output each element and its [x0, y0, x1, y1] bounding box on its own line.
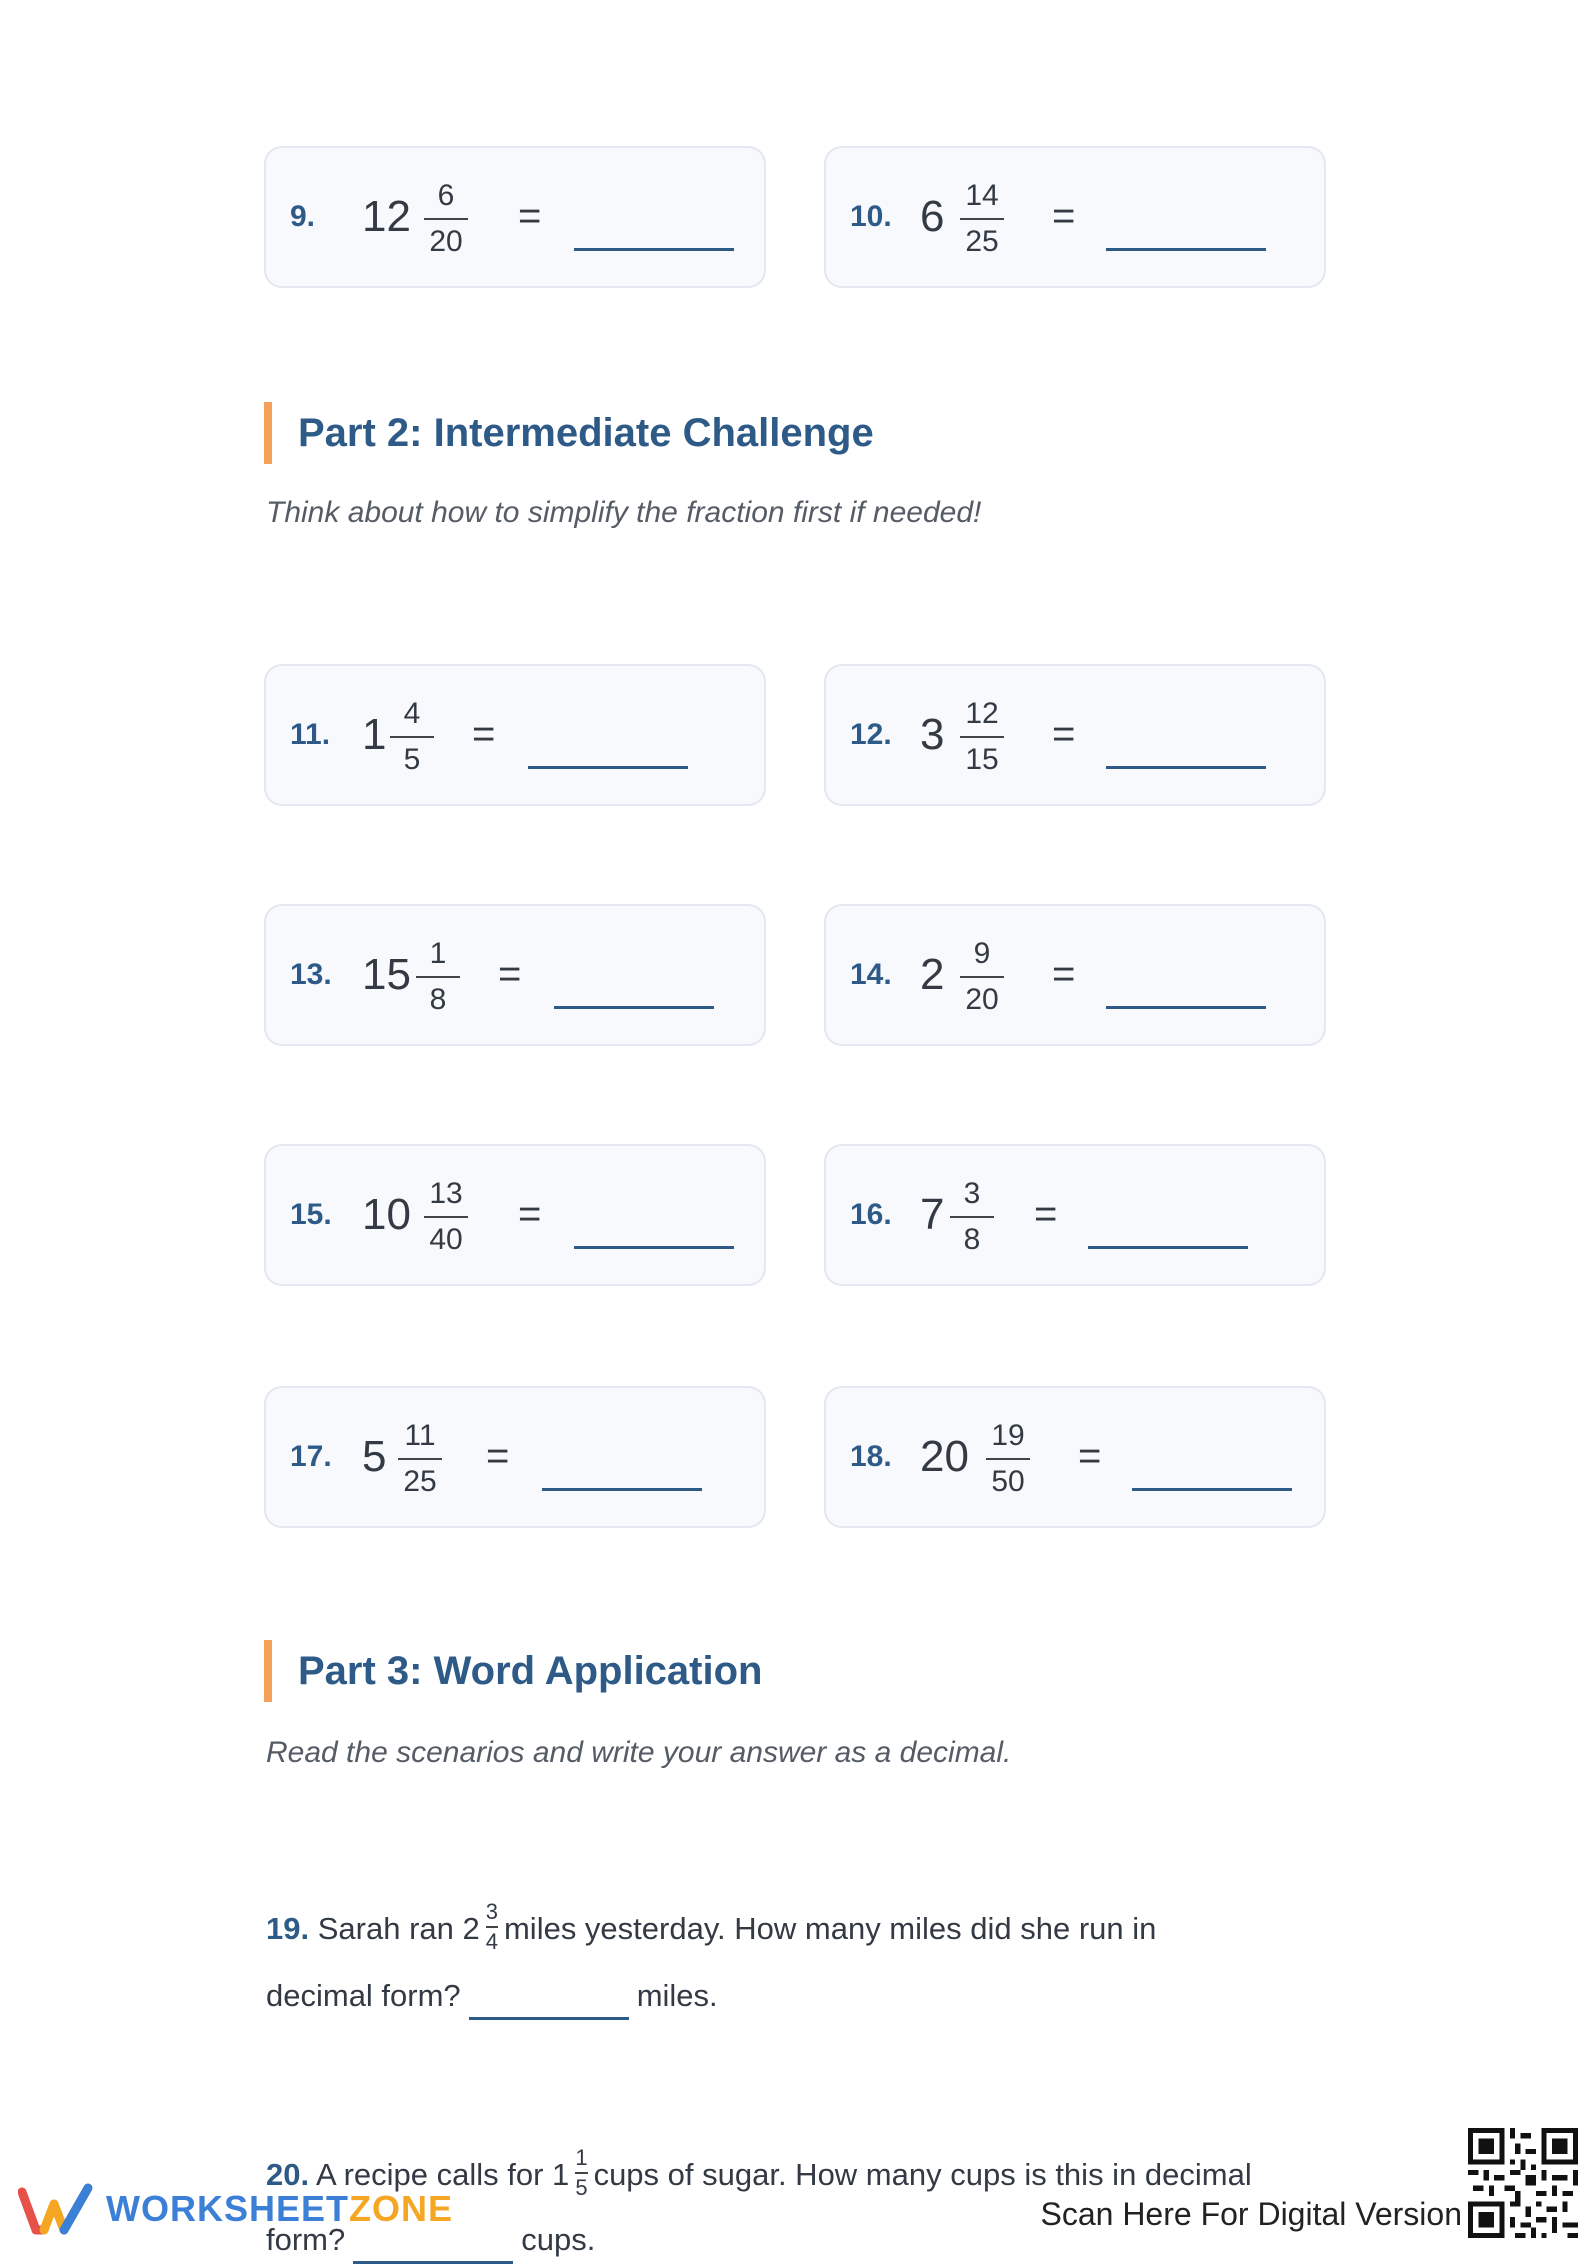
whole-number: 10: [362, 1190, 411, 1239]
answer-blank[interactable]: [554, 1006, 714, 1009]
problem-card-18: [824, 1386, 1326, 1528]
inline-fraction: [575, 2146, 587, 2200]
part2-instruction: Think about how to simplify the fraction first if needed!: [266, 496, 982, 529]
numerator: 4: [403, 697, 421, 730]
numerator: 12: [965, 697, 999, 730]
brand-name: WORKSHEETZONE: [106, 2188, 454, 2229]
part3-instruction: Read the scenarios and write your answer as a decimal.: [266, 1736, 1012, 1769]
numerator: 11: [404, 1419, 436, 1452]
numerator: 1: [429, 937, 447, 970]
equals-sign: =: [1052, 194, 1076, 238]
fraction-bar: [575, 2172, 587, 2174]
fraction: [956, 936, 1008, 1018]
numerator: 3: [963, 1177, 981, 1210]
fraction: [956, 696, 1008, 778]
problem-card-15: [264, 1144, 766, 1286]
problem-number: 11.: [290, 718, 331, 751]
denominator: 25: [965, 225, 999, 258]
answer-blank[interactable]: [574, 1246, 734, 1249]
whole-number: 6: [920, 192, 945, 241]
scan-caption: Scan Here For Digital Version: [1040, 2196, 1462, 2232]
equals-sign: =: [518, 194, 542, 238]
equals-sign: =: [1034, 1192, 1058, 1236]
denominator: 20: [965, 983, 999, 1016]
fraction: [420, 178, 472, 260]
problem-card-13: [264, 904, 766, 1046]
denominator: 50: [991, 1465, 1025, 1498]
word-problem-19-line1: [266, 1899, 1157, 1958]
whole-number: 7: [920, 1190, 945, 1239]
numerator: 19: [991, 1419, 1025, 1452]
equals-sign: =: [486, 1434, 510, 1478]
qr-code-icon[interactable]: [1468, 2128, 1578, 2238]
fraction-bar: [960, 736, 1004, 738]
numerator: 13: [429, 1177, 463, 1210]
denominator: 40: [429, 1223, 463, 1256]
word-problem-19-line2: [266, 1978, 718, 2020]
problem-number: 16.: [850, 1198, 892, 1231]
problem-number: 13.: [290, 958, 332, 991]
problem-number: 18.: [850, 1440, 892, 1473]
problem-number: 9.: [290, 200, 316, 233]
answer-blank[interactable]: [1132, 1488, 1292, 1491]
logo-mark-icon: [18, 2178, 98, 2238]
fraction-bar: [960, 976, 1004, 978]
denominator: 5: [403, 743, 421, 776]
fraction: [394, 1418, 446, 1500]
fraction-bar: [960, 218, 1004, 220]
problem-number: 10.: [850, 200, 892, 233]
inline-fraction: [486, 1900, 498, 1954]
answer-blank[interactable]: [528, 766, 688, 769]
part3-title: Part 3: Word Application: [264, 1640, 762, 1702]
fraction-bar: [416, 976, 460, 978]
fraction-bar: [486, 1926, 498, 1928]
part2-title: Part 2: Intermediate Challenge: [264, 402, 874, 464]
problem-number: 12.: [850, 718, 892, 751]
problem-card-10: [824, 146, 1326, 288]
fraction: [982, 1418, 1034, 1500]
fraction-bar: [424, 218, 468, 220]
problem-number: 15.: [290, 1198, 332, 1231]
numerator: 9: [973, 937, 991, 970]
equals-sign: =: [1078, 1434, 1102, 1478]
problem-card-9: [264, 146, 766, 288]
answer-blank[interactable]: [1106, 766, 1266, 769]
whole-number: 2: [920, 950, 945, 999]
answer-blank[interactable]: [1106, 1006, 1266, 1009]
problem-number: 14.: [850, 958, 892, 991]
problem-number: 17.: [290, 1440, 332, 1473]
fraction: [386, 696, 438, 778]
word-problem-text: cups of sugar. How many cups is this in decimal: [593, 2157, 1252, 2193]
whole-number: 20: [920, 1432, 969, 1481]
numerator: 14: [965, 179, 999, 212]
denominator: 5: [575, 2175, 588, 2200]
word-problem-text: decimal form?: [266, 1978, 461, 2013]
problem-card-16: [824, 1144, 1326, 1286]
fraction-bar: [986, 1458, 1030, 1460]
problem-card-17: [264, 1386, 766, 1528]
answer-blank[interactable]: [1088, 1246, 1248, 1249]
denominator: 4: [485, 1929, 498, 1954]
word-problem-unit: cups.: [521, 2222, 596, 2257]
word-problem-unit: miles.: [636, 1978, 718, 2013]
word-problem-text: form?: [266, 2222, 346, 2257]
answer-blank[interactable]: [542, 1488, 702, 1491]
whole-number: 12: [362, 192, 411, 241]
fraction-bar: [390, 736, 434, 738]
equals-sign: =: [472, 712, 496, 756]
whole-number: 5: [362, 1432, 387, 1481]
equals-sign: =: [1052, 712, 1076, 756]
fraction-bar: [398, 1458, 442, 1460]
fraction-bar: [950, 1216, 994, 1218]
answer-blank[interactable]: [469, 2017, 629, 2020]
fraction: [420, 1176, 472, 1258]
numerator: 6: [437, 179, 455, 212]
denominator: 15: [965, 743, 999, 776]
denominator: 25: [403, 1465, 437, 1498]
answer-blank[interactable]: [574, 248, 734, 251]
equals-sign: =: [498, 952, 522, 996]
numerator: 3: [485, 1899, 498, 1924]
fraction: [946, 1176, 998, 1258]
word-problem-text: miles yesterday. How many miles did she run in: [503, 1911, 1157, 1947]
fraction-bar: [424, 1216, 468, 1218]
word-problem-number: 19.: [266, 1911, 310, 1947]
word-problem-text: Sarah ran 2: [317, 1911, 480, 1947]
denominator: 8: [429, 983, 447, 1016]
equals-sign: =: [1052, 952, 1076, 996]
numerator: 1: [575, 2145, 588, 2170]
whole-number: 15: [362, 950, 411, 999]
whole-number: 1: [362, 710, 387, 759]
problem-card-14: [824, 904, 1326, 1046]
fraction: [956, 178, 1008, 260]
problem-card-11: [264, 664, 766, 806]
fraction: [412, 936, 464, 1018]
denominator: 20: [429, 225, 463, 258]
problem-card-12: [824, 664, 1326, 806]
whole-number: 3: [920, 710, 945, 759]
word-problem-number: 20.: [266, 2157, 310, 2193]
equals-sign: =: [518, 1192, 542, 1236]
answer-blank[interactable]: [1106, 248, 1266, 251]
denominator: 8: [963, 1223, 981, 1256]
word-problem-text: A recipe calls for 1: [316, 2157, 570, 2193]
